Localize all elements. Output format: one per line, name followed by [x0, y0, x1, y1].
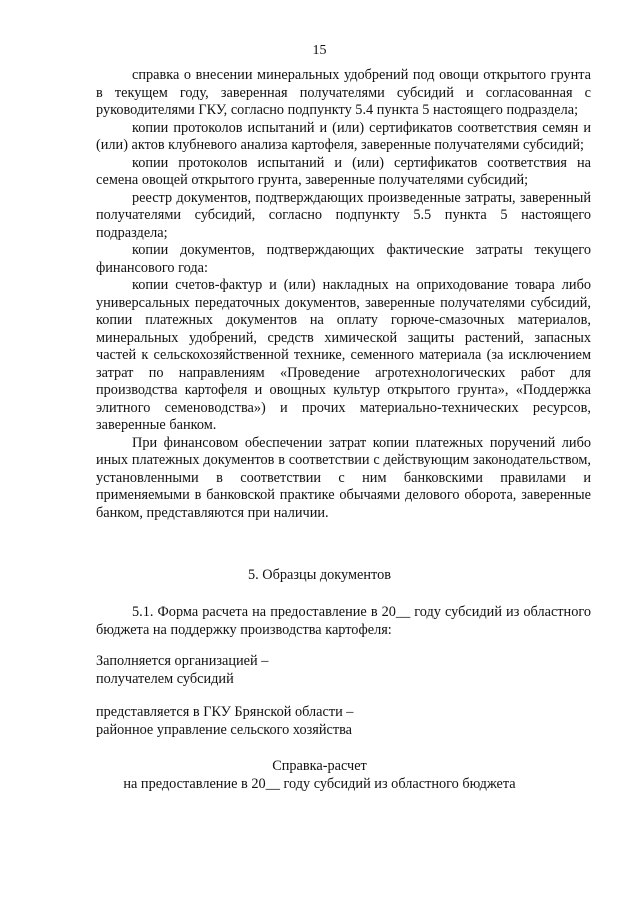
paragraph-vegetable-seed-certificates: копии протоколов испытаний и (или) сертификатов соответствия на семена овощей открытого грунта, заверенные получателями субсидий; [96, 154, 591, 188]
submitted-to-line-1: представляется в ГКУ Брянской области – [96, 704, 354, 720]
paragraph-documents-register: реестр документов, подтверждающих произведенные затраты, заверенный получателями субсидий, согласно подпункту 5.5 пункта 5 настоящего подраздела; [96, 189, 591, 241]
filled-by-line-1: Заполняется организацией – [96, 653, 269, 669]
document-subtitle: на предоставление в 20__ году субсидий из областного бюджета [123, 776, 516, 792]
document-title: Справка-расчет [272, 758, 367, 774]
paragraph-invoices: копии счетов-фактур и (или) накладных на оприходование товара либо универсальных передаточных документов, заверенные получателями субсидий, копии платежных документов на оплату горюче-смазочных материалов, минеральных удобрений, средств химической защиты растений, запасных частей к сельскохозяйственной технике, семенного материала (за исключением затрат по направлениям «Проведение агротехнологических работ для производства картофеля и овощных культур открытого грунта», «Поддержка элитного семеноводства») и прочих материально-технических ресурсов, заверенные банком. [96, 277, 591, 433]
filled-by-line-2: получателем субсидий [96, 670, 234, 687]
form-intro: 5.1. Форма расчета на предоставление в 20__ году субсидий из областного бюджета на поддержку производства картофеля: [96, 604, 591, 638]
paragraph-actual-costs: копии документов, подтверждающих фактические затраты текущего финансового года: [96, 242, 591, 276]
paragraph-payment-orders: При финансовом обеспечении затрат копии платежных поручений либо иных платежных документов в соответствии с действующим законодательством, установленными в соответствии с ним банковскими правилами и применяемыми в банковской практике обычаями делового оборота, заверенные банком, представляются при наличии. [96, 434, 591, 521]
filled-by-note [96, 653, 496, 688]
body-text [96, 67, 591, 522]
paragraph-fertilizer-certificate: справка о внесении минеральных удобрений под овощи открытого грунта в текущем году, заверенная получателями субсидий и согласованная с руководителями ГКУ, согласно подпункту 5.4 пункта 5 настоящего подраздела; [96, 67, 591, 118]
submitted-to-line-2: районное управление сельского хозяйства [96, 721, 352, 738]
paragraph-seed-test-protocols: копии протоколов испытаний и (или) сертификатов соответствия семян и (или) актов клубневого анализа картофеля, заверенные получателями субсидий; [96, 119, 591, 153]
submitted-to-note [96, 704, 496, 739]
page-number: 15 [312, 43, 327, 58]
section-heading: 5. Образцы документов [248, 567, 391, 583]
